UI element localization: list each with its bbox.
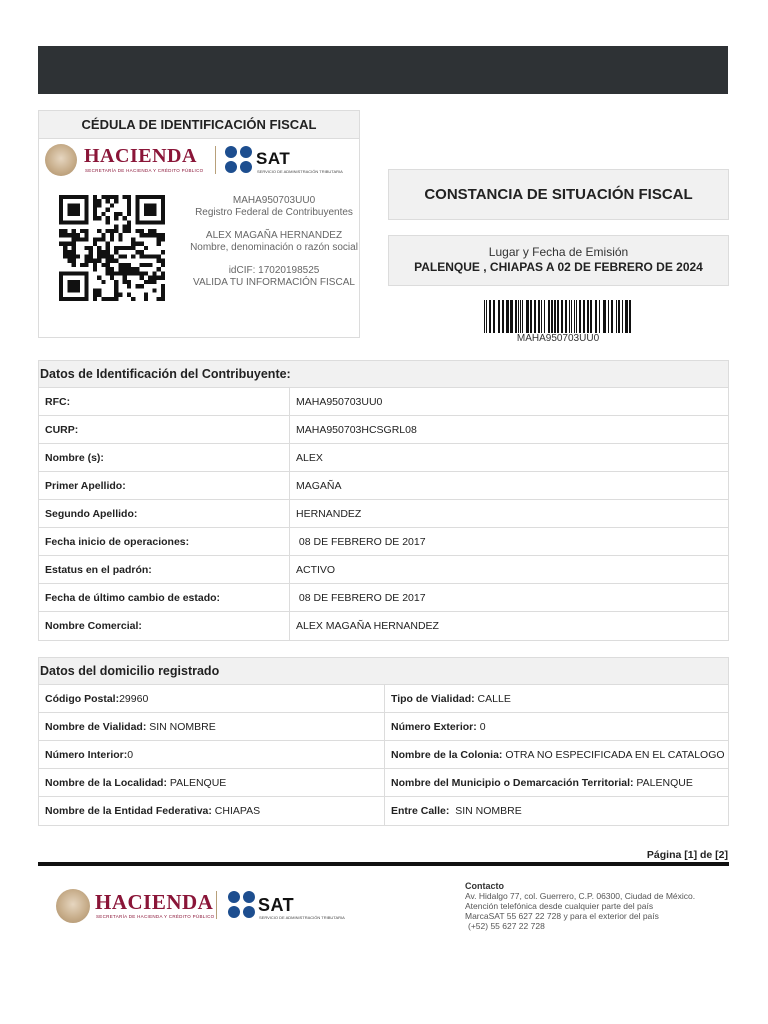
row-label: Nombre (s): — [39, 444, 290, 471]
row-label: Nombre Comercial: — [39, 612, 290, 640]
address-value: SIN NOMBRE — [146, 721, 216, 733]
row-value: 08 DE FEBRERO DE 2017 — [296, 592, 426, 604]
address-value: 0 — [476, 721, 486, 733]
address-cell — [39, 713, 384, 740]
contact-line: (+52) 55 627 22 728 — [468, 921, 545, 931]
domicilio-rows — [39, 685, 728, 825]
row-value: MAHA950703HCSGRL08 — [296, 424, 417, 436]
table-row — [39, 769, 728, 797]
lugar-label: Lugar y Fecha de Emisión — [488, 245, 629, 259]
footer-hacienda-seal-icon — [56, 889, 90, 923]
table-row — [39, 556, 728, 584]
constancia-title: CONSTANCIA DE SITUACIÓN FISCAL — [388, 169, 729, 220]
contact-line: MarcaSAT 55 627 22 728 y para el exterior del país — [465, 911, 659, 921]
table-row — [39, 713, 728, 741]
row-label: Segundo Apellido: — [39, 500, 290, 527]
cedula-rfc: MAHA950703UU0 — [232, 195, 316, 206]
row-value: ALEX MAGAÑA HERNANDEZ — [296, 620, 439, 632]
row-label: Fecha de último cambio de estado: — [39, 584, 290, 611]
address-value: 0 — [127, 749, 134, 761]
cedula-rfc-label: Registro Federal de Contribuyentes — [195, 206, 353, 218]
table-row — [39, 388, 728, 416]
address-label: Número Exterior: — [391, 721, 477, 733]
footer-logo-separator — [216, 891, 217, 919]
row-label: Fecha inicio de operaciones: — [39, 528, 290, 555]
lugar-fecha-box — [388, 235, 729, 286]
address-label: Nombre de la Localidad: — [45, 777, 167, 789]
row-value: MAGAÑA — [296, 480, 342, 492]
table-row — [39, 444, 728, 472]
hacienda-logo: HACIENDA — [84, 145, 197, 167]
sat-subtitle: SERVICIO DE ADMINISTRACIÓN TRIBUTARIA — [257, 169, 343, 174]
table-row — [39, 612, 728, 640]
table-row — [39, 416, 728, 444]
footer-sat-subtitle: SERVICIO DE ADMINISTRACIÓN TRIBUTARIA — [259, 915, 345, 920]
table-row — [39, 685, 728, 713]
footer-logos — [56, 888, 356, 924]
address-label: Entre Calle: — [391, 805, 450, 817]
address-cell — [384, 713, 728, 740]
identificacion-rows — [39, 388, 728, 640]
address-cell — [39, 685, 384, 712]
row-value: MAHA950703UU0 — [296, 396, 383, 408]
address-label: Nombre de la Colonia: — [391, 749, 503, 761]
row-value: ALEX — [296, 452, 323, 464]
table-row — [39, 528, 728, 556]
address-value: CALLE — [474, 693, 511, 705]
address-cell — [39, 797, 384, 825]
top-header-bar — [38, 46, 728, 94]
footer-sat-dots-icon — [228, 891, 256, 919]
address-label: Tipo de Vialidad: — [391, 693, 475, 705]
footer-hacienda-subtitle: SECRETARÍA DE HACIENDA Y CRÉDITO PÚBLICO — [96, 914, 215, 919]
address-value: PALENQUE — [633, 777, 693, 789]
address-label: Nombre de la Entidad Federativa: — [45, 805, 212, 817]
contact-line: Atención telefónica desde cualquier parte del país — [465, 901, 654, 911]
logo-separator — [215, 146, 216, 174]
barcode-text: MAHA950703UU0 — [516, 333, 600, 344]
row-value: HERNANDEZ — [296, 508, 362, 520]
address-value: CHIAPAS — [211, 805, 261, 817]
contact-title: Contacto — [465, 881, 504, 891]
address-label: Nombre del Municipio o Demarcación Territorial: — [391, 777, 634, 789]
table-row — [39, 472, 728, 500]
footer-sat-logo: SAT — [258, 895, 295, 915]
cedula-valida: VALIDA TU INFORMACIÓN FISCAL — [193, 276, 355, 288]
identificacion-section — [38, 360, 729, 641]
barcode — [484, 300, 632, 333]
address-cell — [384, 769, 728, 796]
address-value: 29960 — [119, 693, 149, 705]
domicilio-section — [38, 657, 729, 826]
address-label: Código Postal: — [45, 693, 120, 705]
address-label: Número Interior: — [45, 749, 128, 761]
cedula-logos — [45, 143, 355, 177]
row-label: Estatus en el padrón: — [39, 556, 290, 583]
table-row — [39, 797, 728, 825]
address-label: Nombre de Vialidad: — [45, 721, 147, 733]
address-value: SIN NOMBRE — [449, 805, 522, 817]
domicilio-title: Datos del domicilio registrado — [39, 658, 728, 685]
page-number: Página [1] de [2] — [646, 849, 728, 861]
row-value: 08 DE FEBRERO DE 2017 — [296, 536, 426, 548]
table-row — [39, 741, 728, 769]
row-value: ACTIVO — [296, 564, 336, 576]
footer-contact — [465, 881, 735, 931]
address-cell — [39, 769, 384, 796]
row-label: RFC: — [39, 388, 290, 415]
identificacion-title: Datos de Identificación del Contribuyente: — [39, 361, 728, 388]
hacienda-subtitle: SECRETARÍA DE HACIENDA Y CRÉDITO PÚBLICO — [85, 168, 204, 173]
address-cell — [384, 741, 728, 768]
table-row — [39, 500, 728, 528]
sat-dots-icon — [225, 146, 253, 174]
address-cell — [384, 797, 728, 825]
sat-logo: SAT — [256, 149, 291, 168]
row-label: Primer Apellido: — [39, 472, 290, 499]
cedula-name: ALEX MAGAÑA HERNANDEZ — [205, 230, 343, 241]
cedula-idcif: idCIF: 17020198525 — [228, 265, 320, 276]
footer-hacienda-logo: HACIENDA — [95, 890, 214, 914]
address-value: OTRA NO ESPECIFICADA EN EL CATALOGO — [502, 749, 725, 761]
cedula-info — [189, 195, 359, 300]
row-label: CURP: — [39, 416, 290, 443]
cedula-name-label: Nombre, denominación o razón social — [190, 241, 358, 253]
qr-code — [59, 195, 165, 301]
contact-line: Av. Hidalgo 77, col. Guerrero, C.P. 06300, Ciudad de México. — [465, 891, 696, 901]
footer-rule — [38, 862, 729, 866]
hacienda-seal-icon — [45, 144, 77, 176]
address-cell — [384, 685, 728, 712]
address-value: PALENQUE — [166, 777, 227, 789]
table-row — [39, 584, 728, 612]
lugar-value: PALENQUE , CHIAPAS A 02 DE FEBRERO DE 2024 — [414, 260, 703, 274]
address-cell — [39, 741, 384, 768]
cedula-card — [38, 110, 360, 338]
cedula-title: CÉDULA DE IDENTIFICACIÓN FISCAL — [39, 111, 359, 139]
